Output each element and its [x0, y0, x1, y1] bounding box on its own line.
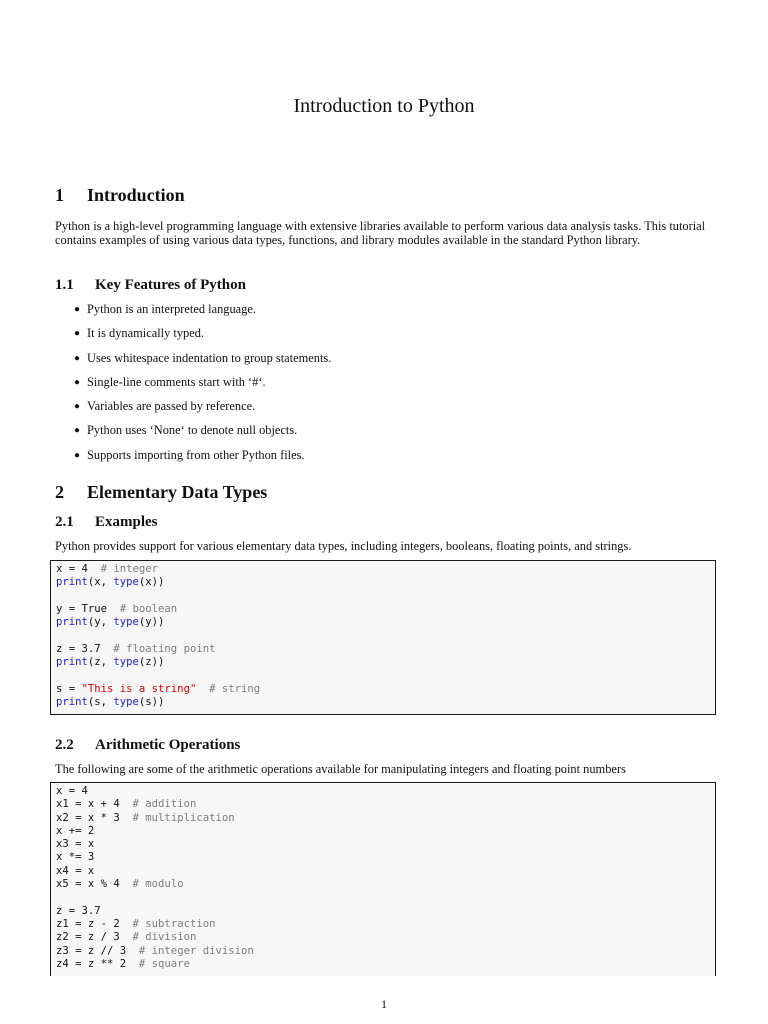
feature-text: Python uses ‘None‘ to denote null objects.: [87, 423, 298, 438]
section-title: Elementary Data Types: [87, 482, 268, 502]
subsection-heading-arithmetic: [55, 737, 240, 754]
code-text: (x)): [138, 576, 165, 589]
code-line: [56, 683, 710, 696]
code-comment: # floating point: [113, 642, 216, 655]
code-line: [56, 838, 710, 851]
code-keyword: type: [113, 616, 139, 629]
bullet-icon: ●: [74, 304, 81, 315]
code-line: [56, 891, 710, 904]
code-line: [56, 576, 710, 589]
code-keyword: print: [56, 695, 88, 708]
code-text: [196, 683, 209, 695]
code-block-examples: [50, 560, 716, 715]
code-text: x2 = x * 3: [56, 811, 133, 824]
bullet-icon: ●: [74, 352, 81, 364]
bullet-icon: ●: [74, 425, 81, 437]
code-text: (x,: [87, 576, 114, 589]
subsection-title: Key Features of Python: [95, 277, 246, 293]
feature-list-item: [74, 373, 331, 397]
code-line: [56, 878, 710, 891]
page-number: 1: [381, 997, 387, 1011]
code-text: x = 4: [56, 563, 101, 575]
code-text: (y)): [138, 616, 165, 629]
code-line: [56, 616, 710, 629]
code-line: [56, 656, 710, 669]
code-comment: # boolean: [119, 602, 178, 615]
code-line: [56, 905, 710, 918]
examples-paragraph: Python provides support for various elementary data types, including integers, booleans, floating points, and strings.: [55, 539, 632, 553]
feature-list-item: [74, 446, 331, 470]
code-keyword: print: [56, 576, 88, 589]
code-text: z2 = z / 3: [56, 931, 133, 944]
code-string: "This is a string": [81, 682, 197, 695]
code-line: [56, 825, 710, 838]
code-text: x1 = x + 4: [56, 798, 133, 811]
code-line: [56, 798, 710, 811]
arithmetic-paragraph: The following are some of the arithmetic operations available for manipulating integers and floating point numbers: [55, 762, 626, 776]
code-comment: # modulo: [132, 878, 184, 891]
bullet-icon: ●: [74, 376, 81, 388]
code-text: (y,: [87, 616, 114, 629]
subsection-number: 2.2: [55, 737, 74, 753]
feature-text: Python is an interpreted language.: [87, 302, 256, 316]
feature-text: Supports importing from other Python files.: [87, 447, 305, 462]
bullet-icon: ●: [74, 328, 81, 340]
code-comment: # multiplication: [132, 811, 235, 824]
feature-text: Single-line comments start with ‘#‘.: [87, 374, 266, 389]
code-keyword: print: [56, 616, 88, 629]
subsection-number: 2.1: [55, 514, 74, 530]
feature-list-item: [74, 324, 331, 348]
subsection-title: Examples: [95, 514, 158, 530]
code-text: z3 = z // 3: [56, 944, 139, 957]
code-keyword: type: [113, 656, 139, 669]
code-text: z = 3.7: [56, 642, 114, 655]
code-text: z4 = z ** 2: [56, 957, 139, 970]
code-comment: # square: [138, 957, 190, 970]
code-text: x5 = x % 4: [56, 878, 133, 891]
subsection-heading-examples: [55, 514, 158, 531]
code-line: [56, 945, 710, 958]
code-line: [56, 563, 710, 576]
code-text: (z,: [87, 656, 114, 669]
subsection-title: Arithmetic Operations: [95, 737, 241, 753]
feature-text: Variables are passed by reference.: [87, 399, 256, 414]
code-text: x3 = x: [56, 838, 95, 851]
code-line: [56, 958, 710, 971]
code-text: z1 = z - 2: [56, 917, 133, 930]
section-number: 2: [55, 482, 64, 502]
code-line: [56, 785, 710, 798]
feature-list-item: [74, 349, 331, 373]
code-text: x += 2: [56, 824, 95, 837]
code-text: x *= 3: [56, 851, 95, 864]
code-line: [56, 865, 710, 878]
feature-list: [74, 300, 331, 470]
code-line: [56, 643, 710, 656]
code-keyword: type: [113, 695, 139, 708]
code-text: x = 4: [56, 785, 88, 797]
feature-text: Uses whitespace indentation to group statements.: [87, 350, 332, 365]
code-keyword: type: [113, 576, 139, 589]
subsection-number: 1.1: [55, 277, 74, 293]
code-line: [56, 603, 710, 616]
code-line: [56, 931, 710, 944]
code-text: (s)): [138, 695, 165, 708]
code-comment: # addition: [132, 798, 197, 811]
code-line: [56, 669, 710, 682]
section-heading-introduction: [55, 185, 185, 206]
code-text: x4 = x: [56, 864, 95, 877]
subsection-heading-key-features: [55, 277, 246, 294]
feature-list-item: [74, 421, 331, 445]
code-text: z = 3.7: [56, 904, 101, 917]
section-heading-elementary-data-types: [55, 482, 267, 503]
code-line: [56, 851, 710, 864]
code-line: [56, 629, 710, 642]
feature-list-item: [74, 300, 331, 324]
section-number: 1: [55, 185, 64, 205]
code-text: s =: [56, 682, 82, 695]
intro-paragraph: Python is a high-level programming language with extensive libraries available to perform various data analysis tasks. This tutorial contains examples of using various data types, functions, and library modules available in the standard Python library.: [55, 219, 706, 247]
code-line: [56, 918, 710, 931]
code-comment: # subtraction: [132, 917, 216, 930]
code-text: (s,: [87, 695, 114, 708]
code-text: y = True: [56, 602, 120, 615]
feature-text: It is dynamically typed.: [87, 326, 204, 341]
code-comment: # division: [132, 931, 197, 944]
code-line: [56, 812, 710, 825]
code-comment: # integer: [100, 563, 159, 575]
code-block-arithmetic: [50, 782, 716, 976]
feature-list-item: [74, 397, 331, 421]
code-comment: # string: [209, 682, 261, 695]
code-text: (z)): [138, 656, 165, 669]
code-comment: # integer division: [138, 944, 254, 957]
code-keyword: print: [56, 656, 88, 669]
bullet-icon: ●: [74, 449, 81, 461]
code-line: [56, 696, 710, 709]
bullet-icon: ●: [74, 401, 81, 413]
code-line: [56, 590, 710, 603]
section-title: Introduction: [87, 185, 185, 205]
document-title: Introduction to Python: [293, 95, 475, 117]
